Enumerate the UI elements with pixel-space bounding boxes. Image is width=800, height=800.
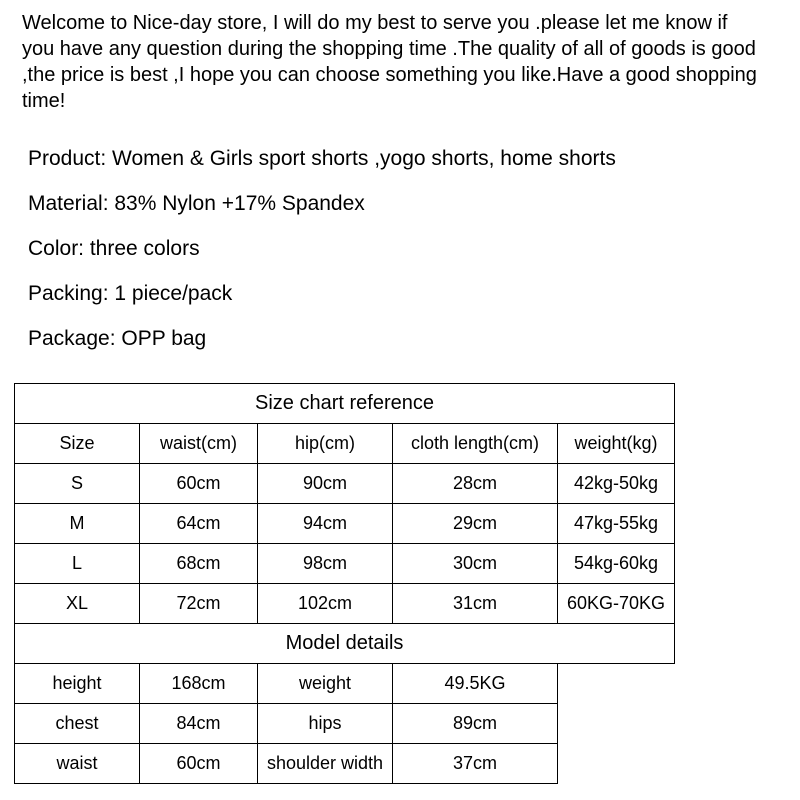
weight-cell: 60KG-70KG bbox=[558, 584, 675, 624]
model-label-cell: weight bbox=[258, 664, 393, 704]
model-label-cell: shoulder width bbox=[258, 744, 393, 784]
model-label-cell: height bbox=[15, 664, 140, 704]
size-row bbox=[15, 584, 675, 624]
size-cell: S bbox=[15, 464, 140, 504]
waist-cell: 68cm bbox=[140, 544, 258, 584]
size-chart-title: Size chart reference bbox=[15, 384, 675, 424]
color-line: Color: three colors bbox=[28, 237, 200, 260]
header-cell: weight(kg) bbox=[558, 424, 675, 464]
product-line: Product: Women & Girls sport shorts ,yogo shorts, home shorts bbox=[28, 147, 616, 170]
size-cell: L bbox=[15, 544, 140, 584]
model-label-cell: hips bbox=[258, 704, 393, 744]
model-value-cell: 49.5KG bbox=[393, 664, 558, 704]
size-chart-table bbox=[14, 383, 675, 784]
model-value-cell: 37cm bbox=[393, 744, 558, 784]
model-row bbox=[15, 664, 675, 704]
package-line: Package: OPP bag bbox=[28, 327, 207, 350]
hip-cell: 102cm bbox=[258, 584, 393, 624]
packing-line: Packing: 1 piece/pack bbox=[28, 282, 233, 305]
size-cell: M bbox=[15, 504, 140, 544]
hip-cell: 98cm bbox=[258, 544, 393, 584]
model-label-cell: chest bbox=[15, 704, 140, 744]
length-cell: 31cm bbox=[393, 584, 558, 624]
header-cell: Size bbox=[15, 424, 140, 464]
header-cell: hip(cm) bbox=[258, 424, 393, 464]
hip-cell: 94cm bbox=[258, 504, 393, 544]
model-value-cell: 84cm bbox=[140, 704, 258, 744]
weight-cell: 54kg-60kg bbox=[558, 544, 675, 584]
model-row bbox=[15, 744, 675, 784]
length-cell: 30cm bbox=[393, 544, 558, 584]
store-welcome-text: Welcome to Nice-day store, I will do my best to serve you .please let me know if you have any question during the shopping time .The quality of all of goods is good ,the price is best ,I hope you can choose something you like.Have a good shopping time! bbox=[22, 12, 757, 112]
length-cell: 28cm bbox=[393, 464, 558, 504]
length-cell: 29cm bbox=[393, 504, 558, 544]
waist-cell: 60cm bbox=[140, 464, 258, 504]
size-row bbox=[15, 544, 675, 584]
size-cell: XL bbox=[15, 584, 140, 624]
size-row bbox=[15, 504, 675, 544]
model-row bbox=[15, 704, 675, 744]
size-row bbox=[15, 464, 675, 504]
size-chart-title-row bbox=[15, 384, 675, 424]
header-cell: waist(cm) bbox=[140, 424, 258, 464]
model-value-cell: 168cm bbox=[140, 664, 258, 704]
model-value-cell: 89cm bbox=[393, 704, 558, 744]
empty-cell bbox=[558, 744, 675, 784]
header-cell: cloth length(cm) bbox=[393, 424, 558, 464]
weight-cell: 42kg-50kg bbox=[558, 464, 675, 504]
hip-cell: 90cm bbox=[258, 464, 393, 504]
product-spec-list bbox=[28, 145, 768, 370]
model-label-cell: waist bbox=[15, 744, 140, 784]
empty-cell bbox=[558, 664, 675, 704]
empty-cell bbox=[558, 704, 675, 744]
model-details-title-row bbox=[15, 624, 675, 664]
weight-cell: 47kg-55kg bbox=[558, 504, 675, 544]
material-line: Material: 83% Nylon +17% Spandex bbox=[28, 192, 365, 215]
waist-cell: 64cm bbox=[140, 504, 258, 544]
model-details-title: Model details bbox=[15, 624, 675, 664]
model-value-cell: 60cm bbox=[140, 744, 258, 784]
size-chart-header-row bbox=[15, 424, 675, 464]
waist-cell: 72cm bbox=[140, 584, 258, 624]
